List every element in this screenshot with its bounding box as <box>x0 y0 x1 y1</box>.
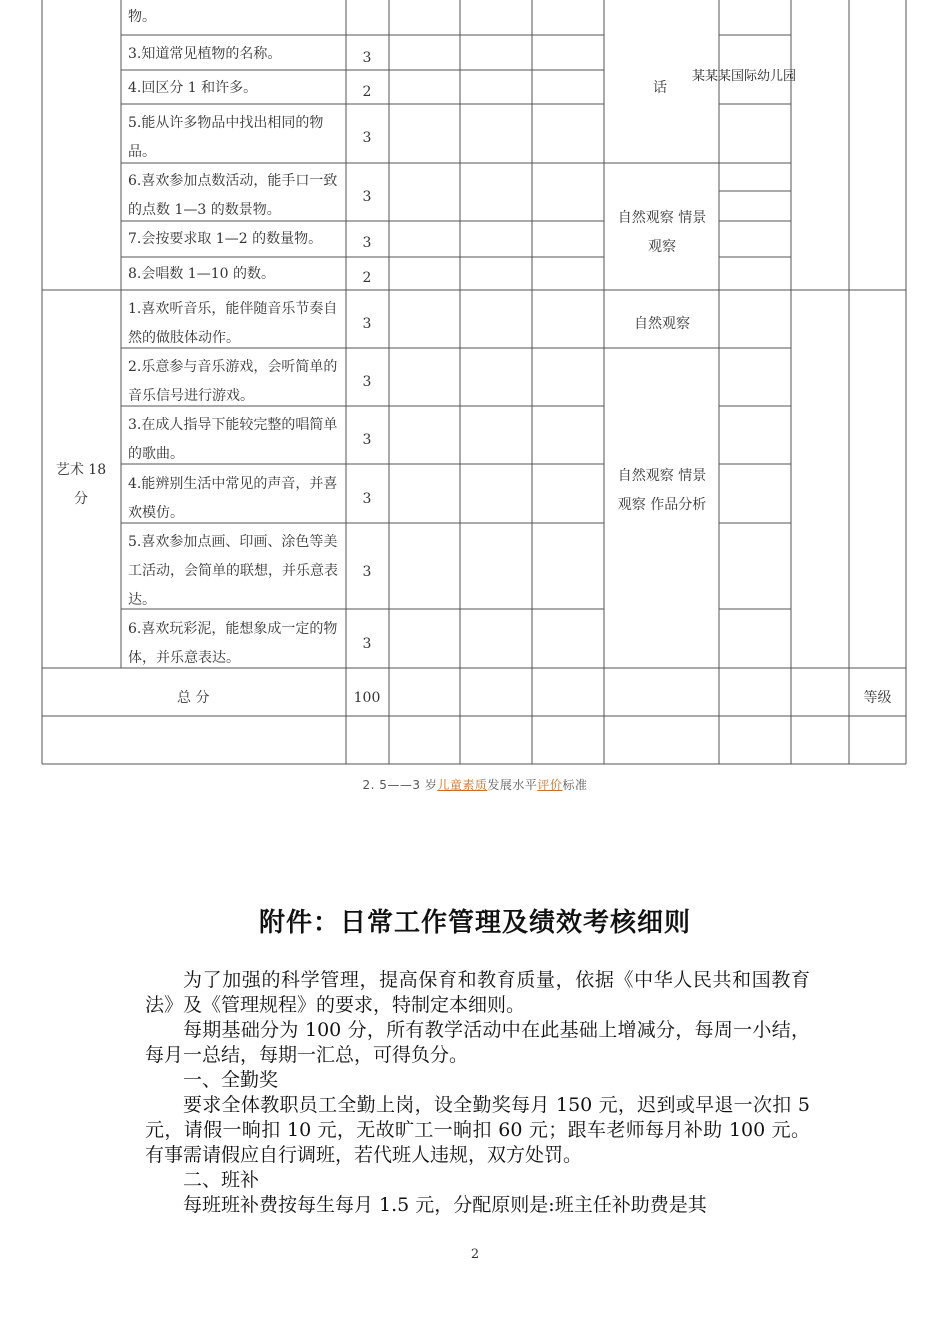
table-row: 8.会唱数 1—10 的数。 <box>128 266 275 282</box>
paragraph: 每期基础分为 100 分，所有教学活动中在此基础上增减分，每周一小结，每月一总结，每期一汇总，可得负分。 <box>145 1019 810 1066</box>
score-cell: 3 <box>362 316 372 332</box>
method-talk: 话 <box>653 80 667 96</box>
score-cell: 3 <box>362 235 372 251</box>
table-row: 3.在成人指导下能较完整的唱简单的歌曲。 <box>128 417 338 462</box>
score-cell: 3 <box>362 130 372 146</box>
table-row: 1.喜欢听音乐，能伴随音乐节奏自然的做肢体动作。 <box>128 301 338 346</box>
caption-middle: 发展水平 <box>487 778 538 792</box>
score-cell: 2 <box>362 84 372 100</box>
table-row: 5.能从许多物品中找出相同的物品。 <box>128 115 324 160</box>
table-row: 3.知道常见植物的名称。 <box>128 46 282 62</box>
method-observe: 自然观察 <box>634 316 690 332</box>
caption-link-quality[interactable]: 儿童素质 <box>437 778 488 792</box>
table-row: 2.乐意参与音乐游戏，会听简单的音乐信号进行游戏。 <box>128 359 338 404</box>
score-cell: 3 <box>362 374 372 390</box>
table-row: 6.喜欢玩彩泥，能想象成一定的物体，并乐意表达。 <box>128 621 338 666</box>
table-row: 6.喜欢参加点数活动，能手口一致的点数 1—3 的数景物。 <box>128 173 338 218</box>
section-heading: 一、全勤奖 <box>183 1069 279 1091</box>
score-cell: 3 <box>362 432 372 448</box>
total-label: 总 分 <box>177 690 210 706</box>
caption-prefix: 2. 5——3 岁 <box>362 778 438 792</box>
caption-suffix: 标准 <box>562 778 588 792</box>
paragraph: 为了加强的科学管理，提高保育和教育质量，依据《中华人民共和国教育法》及《管理规程》的要求，特制定本细则。 <box>145 969 810 1016</box>
table-row: 物。 <box>128 9 156 25</box>
total-value: 100 <box>353 690 381 706</box>
score-cell: 3 <box>362 636 372 652</box>
watermark-text: 某某某国际幼儿园 <box>692 69 797 84</box>
method-observe-works: 自然观察 情景观察 作品分析 <box>617 468 707 513</box>
grade-label: 等级 <box>863 690 892 706</box>
caption-link-evaluation[interactable]: 评价 <box>537 778 563 792</box>
paragraph: 要求全体教职员工全勤上岗，设全勤奖每月 150 元，迟到或早退一次扣 5 元，请假一晌扣 10 元，无故旷工一晌扣 60 元；跟车老师每月补助 100 元。有事需请假应自行调班，若代班人违规，双方处罚。 <box>145 1094 810 1166</box>
page-number: 2 <box>470 1247 480 1262</box>
table-row: 4.能辨别生活中常见的声音，并喜欢模仿。 <box>128 476 338 521</box>
table-row: 5.喜欢参加点画、印画、涂色等美工活动，会简单的联想，并乐意表达。 <box>128 534 338 608</box>
section-heading: 二、班补 <box>183 1169 260 1191</box>
page-title: 附件：日常工作管理及绩效考核细则 <box>258 908 691 938</box>
table-row: 7.会按要求取 1—2 的数量物。 <box>128 231 323 247</box>
table-caption <box>0 776 950 793</box>
score-cell: 2 <box>362 270 372 286</box>
table-row: 4.回区分 1 和许多。 <box>128 80 258 96</box>
score-cell: 3 <box>362 491 372 507</box>
document-body <box>145 968 810 1218</box>
paragraph: 每班班补费按每生每月 1.5 元，分配原则是:班主任补助费是其 <box>183 1194 707 1216</box>
method-observe-situation: 自然观察 情景观察 <box>617 210 707 255</box>
score-cell: 3 <box>362 189 372 205</box>
category-art: 艺术 18 分 <box>55 462 107 507</box>
score-cell: 3 <box>362 564 372 580</box>
score-cell: 3 <box>362 50 372 66</box>
